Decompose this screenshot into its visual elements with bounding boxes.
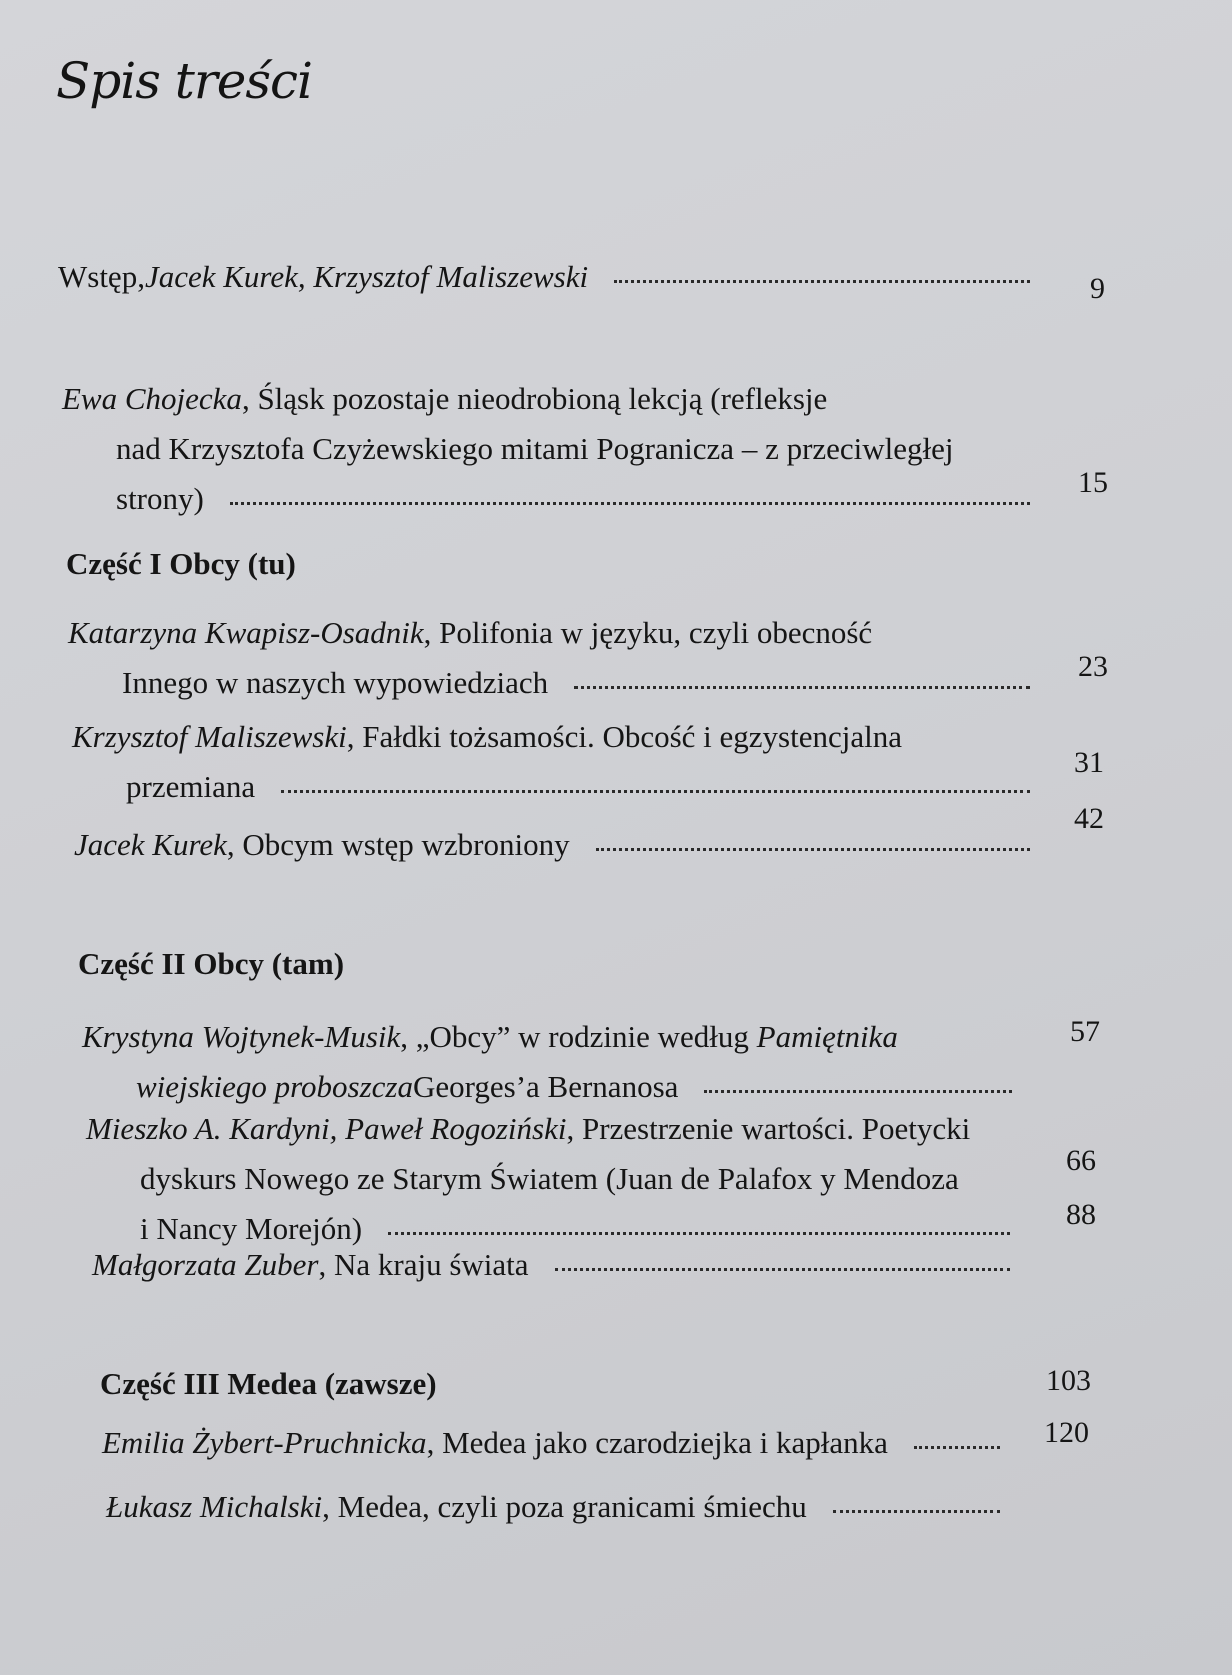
leader-dots: [833, 1510, 1000, 1513]
toc-entry[interactable]: [74, 820, 1058, 870]
entry-author: Jacek Kurek: [74, 827, 227, 862]
page-number: 23: [1078, 650, 1108, 683]
entry-title-cont: strony): [116, 481, 204, 516]
toc-entry[interactable]: [86, 1104, 1038, 1254]
entry-title-cont: Georges’a Bernanosa: [412, 1069, 679, 1104]
page-number: 42: [1074, 802, 1104, 835]
entry-title: , Śląsk pozostaje nieodrobioną lekcją (refleksje: [241, 381, 828, 416]
toc-entry-chojecka[interactable]: [62, 374, 1058, 524]
entry-author: Łukasz Michalski: [106, 1489, 323, 1524]
entry-title-cont: dyskurs Nowego ze Starym Światem (Juan de Palafox y Mendoza: [140, 1161, 959, 1196]
page-number: 31: [1074, 746, 1104, 779]
entry-title: , Fałdki tożsamości. Obcość i egzystencjalna: [346, 719, 902, 754]
page-number: 66: [1066, 1144, 1096, 1177]
entry-title: , „Obcy” w rodzinie według: [400, 1019, 757, 1054]
entry-author: Krystyna Wojtynek-Musik: [82, 1019, 401, 1054]
page-number: 103: [1046, 1364, 1091, 1397]
toc-entry[interactable]: [72, 712, 1058, 812]
leader-dots: [230, 502, 1030, 505]
entry-title-italic: wiejskiego proboszcza: [136, 1069, 413, 1104]
entry-author: Małgorzata Zuber: [92, 1247, 319, 1282]
entry-author: Ewa Chojecka: [62, 381, 242, 416]
entry-title-cont: i Nancy Morejón): [140, 1211, 363, 1246]
entry-author: Jacek Kurek, Krzysztof Maliszewski: [144, 259, 589, 294]
leader-dots: [281, 790, 1030, 793]
page-number: 88: [1066, 1198, 1096, 1231]
leader-dots: [555, 1268, 1010, 1271]
part-heading-3: Część III Medea (zawsze): [100, 1366, 437, 1401]
entry-title: , Polifonia w języku, czyli obecność: [423, 615, 873, 650]
entry-title-cont: przemiana: [126, 769, 256, 804]
entry-author: Emilia Żybert-Pruchnicka: [102, 1425, 427, 1460]
entry-title-cont: Innego w naszych wypowiedziach: [122, 665, 549, 700]
toc-entry[interactable]: [82, 1012, 1040, 1112]
toc-entry[interactable]: [92, 1240, 1038, 1290]
page-title: Spis treści: [56, 52, 313, 110]
page-number: 15: [1078, 466, 1108, 499]
entry-title: , Medea, czyli poza granicami śmiechu: [322, 1489, 807, 1524]
entry-author: Katarzyna Kwapisz-Osadnik: [68, 615, 424, 650]
page-number: 9: [1090, 272, 1105, 305]
leader-dots: [704, 1090, 1012, 1093]
toc-entry[interactable]: [68, 608, 1058, 708]
entry-label: Wstęp,: [58, 259, 145, 294]
entry-title: , Na kraju świata: [318, 1247, 529, 1282]
entry-title: , Medea jako czarodziejka i kapłanka: [426, 1425, 888, 1460]
entry-author: Mieszko A. Kardyni, Paweł Rogoziński: [86, 1111, 567, 1146]
entry-title: , Obcym wstęp wzbroniony: [226, 827, 570, 862]
leader-dots: [388, 1232, 1010, 1235]
page-number: 120: [1044, 1416, 1089, 1449]
page-number: 57: [1070, 1015, 1100, 1048]
entry-title: , Przestrzenie wartości. Poetycki: [566, 1111, 971, 1146]
part-heading-1: Część I Obcy (tu): [66, 546, 296, 581]
leader-dots: [596, 848, 1030, 851]
leader-dots: [574, 686, 1030, 689]
entry-title-cont: nad Krzysztofa Czyżewskiego mitami Pogranicza – z przeciwległej: [116, 431, 954, 466]
toc-entry-intro[interactable]: [58, 252, 1058, 302]
leader-dots: [614, 280, 1030, 283]
toc-entry[interactable]: [106, 1482, 1028, 1532]
part-heading-2: Część II Obcy (tam): [78, 946, 345, 981]
leader-dots: [914, 1446, 1000, 1449]
toc-entry[interactable]: [102, 1418, 1028, 1468]
entry-title-italic: Pamiętnika: [756, 1019, 898, 1054]
entry-author: Krzysztof Maliszewski: [72, 719, 347, 754]
